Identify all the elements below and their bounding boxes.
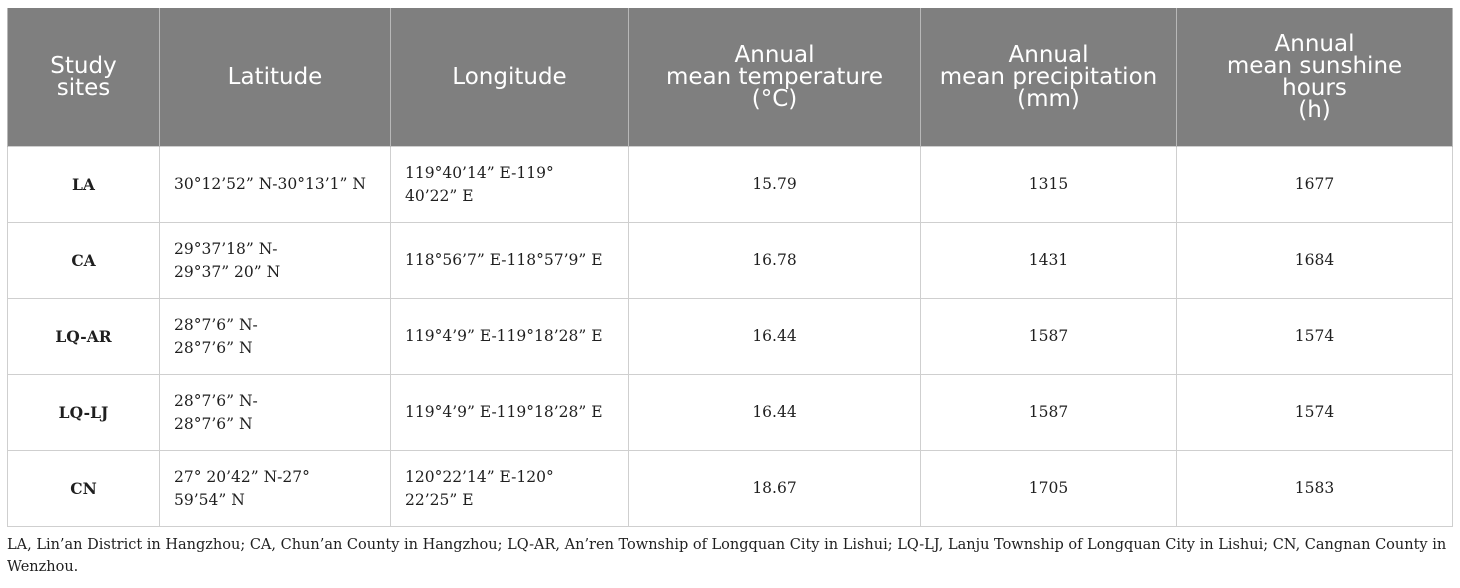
cell-temperature: 18.67: [629, 451, 921, 527]
header-longitude: Longitude: [391, 8, 629, 147]
cell-sunshine: 1684: [1177, 223, 1453, 299]
cell-temperature: 15.79: [629, 147, 921, 223]
cell-latitude: 28°7’6” N- 28°7’6” N: [160, 299, 391, 375]
cell-latitude: 27° 20’42” N-27° 59’54” N: [160, 451, 391, 527]
cell-site: LQ-AR: [8, 299, 160, 375]
header-latitude: Latitude: [160, 8, 391, 147]
cell-temperature: 16.78: [629, 223, 921, 299]
cell-temperature: 16.44: [629, 299, 921, 375]
cell-latitude: 29°37’18” N- 29°37” 20” N: [160, 223, 391, 299]
cell-site: LA: [8, 147, 160, 223]
table-row: [8, 375, 1453, 451]
cell-precipitation: 1315: [921, 147, 1177, 223]
header-study-sites: Study sites: [8, 8, 160, 147]
cell-longitude: 120°22’14” E-120° 22’25” E: [391, 451, 629, 527]
cell-precipitation: 1587: [921, 375, 1177, 451]
table-row: [8, 223, 1453, 299]
cell-precipitation: 1431: [921, 223, 1177, 299]
cell-latitude: 28°7’6” N- 28°7’6” N: [160, 375, 391, 451]
cell-site: LQ-LJ: [8, 375, 160, 451]
cell-precipitation: 1705: [921, 451, 1177, 527]
cell-longitude: 119°40’14” E-119° 40’22” E: [391, 147, 629, 223]
header-temperature: Annual mean temperature (°C): [629, 8, 921, 147]
table-footnote: LA, Lin’an District in Hangzhou; CA, Chun’an County in Hangzhou; LQ-AR, An’ren Township of Longquan City in Lishui; LQ-LJ, Lanju Township of Longquan City in Lishui; CN, Cangnan County in Wenzhou.: [7, 537, 1447, 575]
cell-sunshine: 1574: [1177, 299, 1453, 375]
cell-sunshine: 1677: [1177, 147, 1453, 223]
cell-latitude: 30°12’52” N-30°13’1” N: [160, 147, 391, 223]
cell-sunshine: 1574: [1177, 375, 1453, 451]
table-row: [8, 147, 1453, 223]
cell-sunshine: 1583: [1177, 451, 1453, 527]
table-header-row: [8, 8, 1453, 147]
cell-site: CA: [8, 223, 160, 299]
cell-longitude: 119°4’9” E-119°18’28” E: [391, 375, 629, 451]
cell-temperature: 16.44: [629, 375, 921, 451]
cell-longitude: 118°56’7” E-118°57’9” E: [391, 223, 629, 299]
cell-site: CN: [8, 451, 160, 527]
header-precipitation: Annual mean precipitation (mm): [921, 8, 1177, 147]
header-sunshine-hours: Annual mean sunshine hours (h): [1177, 8, 1453, 147]
table-row: [8, 299, 1453, 375]
study-sites-table: [7, 8, 1453, 527]
study-sites-table-container: [7, 8, 1452, 527]
cell-precipitation: 1587: [921, 299, 1177, 375]
cell-longitude: 119°4’9” E-119°18’28” E: [391, 299, 629, 375]
table-row: [8, 451, 1453, 527]
table-body: [8, 147, 1453, 527]
